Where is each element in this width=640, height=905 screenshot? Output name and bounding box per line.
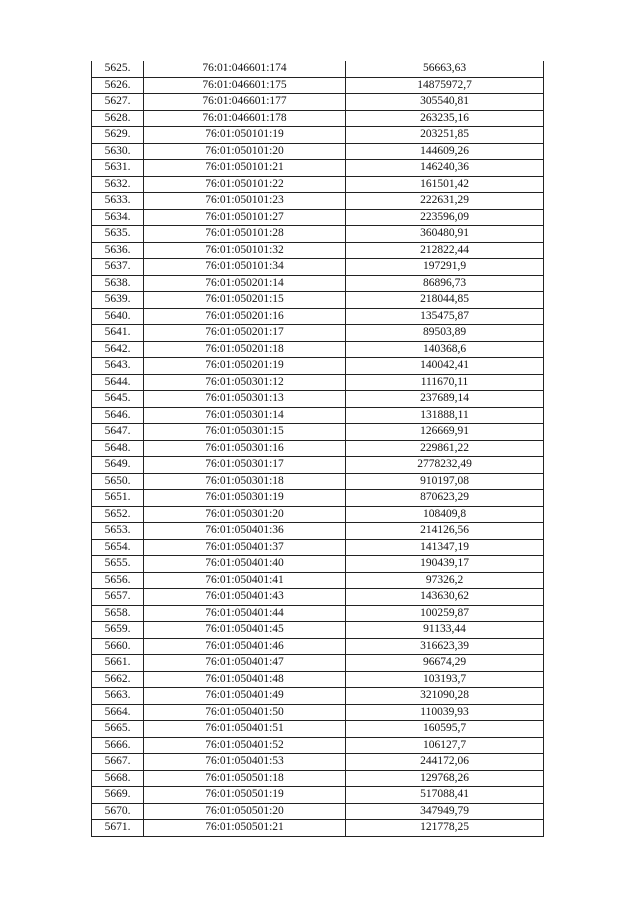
value-cell: 146240,36 (346, 160, 544, 177)
table-row (92, 160, 544, 177)
table-row (92, 539, 544, 556)
cadastral-number-cell: 76:01:050401:52 (144, 737, 346, 754)
value-cell: 103193,7 (346, 671, 544, 688)
cadastral-number-cell: 76:01:050401:46 (144, 638, 346, 655)
cadastral-number-cell: 76:01:050101:21 (144, 160, 346, 177)
value-cell: 161501,42 (346, 176, 544, 193)
cadastral-number-cell: 76:01:050101:22 (144, 176, 346, 193)
value-cell: 222631,29 (346, 193, 544, 210)
value-cell: 316623,39 (346, 638, 544, 655)
table-row (92, 523, 544, 540)
table-row (92, 506, 544, 523)
row-number-cell: 5654. (92, 539, 144, 556)
row-number-cell: 5666. (92, 737, 144, 754)
table-row (92, 308, 544, 325)
value-cell: 160595,7 (346, 721, 544, 738)
row-number-cell: 5636. (92, 242, 144, 259)
cadastral-number-cell: 76:01:050201:14 (144, 275, 346, 292)
table-row (92, 490, 544, 507)
value-cell: 2778232,49 (346, 457, 544, 474)
cadastral-number-cell: 76:01:050501:19 (144, 787, 346, 804)
row-number-cell: 5649. (92, 457, 144, 474)
row-number-cell: 5640. (92, 308, 144, 325)
cadastral-number-cell: 76:01:050401:43 (144, 589, 346, 606)
cadastral-number-cell: 76:01:050201:15 (144, 292, 346, 309)
cadastral-value-table (91, 61, 544, 837)
value-cell: 141347,19 (346, 539, 544, 556)
table-row (92, 275, 544, 292)
row-number-cell: 5656. (92, 572, 144, 589)
cadastral-number-cell: 76:01:050401:36 (144, 523, 346, 540)
value-cell: 212822,44 (346, 242, 544, 259)
cadastral-number-cell: 76:01:046601:178 (144, 110, 346, 127)
cadastral-number-cell: 76:01:050301:16 (144, 440, 346, 457)
cadastral-number-cell: 76:01:050101:32 (144, 242, 346, 259)
cadastral-number-cell: 76:01:050301:18 (144, 473, 346, 490)
table-row (92, 473, 544, 490)
value-cell: 143630,62 (346, 589, 544, 606)
cadastral-number-cell: 76:01:050301:15 (144, 424, 346, 441)
value-cell: 129768,26 (346, 770, 544, 787)
row-number-cell: 5667. (92, 754, 144, 771)
table-row (92, 754, 544, 771)
table-row (92, 176, 544, 193)
cadastral-number-cell: 76:01:050101:23 (144, 193, 346, 210)
value-cell: 517088,41 (346, 787, 544, 804)
table-row (92, 193, 544, 210)
row-number-cell: 5638. (92, 275, 144, 292)
row-number-cell: 5643. (92, 358, 144, 375)
table-row (92, 721, 544, 738)
value-cell: 140368,6 (346, 341, 544, 358)
row-number-cell: 5663. (92, 688, 144, 705)
cadastral-number-cell: 76:01:050401:48 (144, 671, 346, 688)
cadastral-number-cell: 76:01:050401:50 (144, 704, 346, 721)
row-number-cell: 5670. (92, 803, 144, 820)
table-row (92, 292, 544, 309)
table-row (92, 77, 544, 94)
table-row (92, 358, 544, 375)
cadastral-number-cell: 76:01:050401:41 (144, 572, 346, 589)
table-row (92, 820, 544, 837)
value-cell: 910197,08 (346, 473, 544, 490)
value-cell: 190439,17 (346, 556, 544, 573)
row-number-cell: 5634. (92, 209, 144, 226)
row-number-cell: 5648. (92, 440, 144, 457)
table-row (92, 407, 544, 424)
value-cell: 121778,25 (346, 820, 544, 837)
table-row (92, 457, 544, 474)
row-number-cell: 5644. (92, 374, 144, 391)
value-cell: 244172,06 (346, 754, 544, 771)
value-cell: 347949,79 (346, 803, 544, 820)
value-cell: 126669,91 (346, 424, 544, 441)
row-number-cell: 5627. (92, 94, 144, 111)
row-number-cell: 5630. (92, 143, 144, 160)
table-row (92, 655, 544, 672)
row-number-cell: 5642. (92, 341, 144, 358)
row-number-cell: 5659. (92, 622, 144, 639)
value-cell: 237689,14 (346, 391, 544, 408)
cadastral-number-cell: 76:01:050301:12 (144, 374, 346, 391)
row-number-cell: 5653. (92, 523, 144, 540)
table-row (92, 341, 544, 358)
row-number-cell: 5628. (92, 110, 144, 127)
cadastral-number-cell: 76:01:050401:49 (144, 688, 346, 705)
row-number-cell: 5637. (92, 259, 144, 276)
cadastral-number-cell: 76:01:050201:18 (144, 341, 346, 358)
cadastral-number-cell: 76:01:050501:18 (144, 770, 346, 787)
cadastral-number-cell: 76:01:050401:45 (144, 622, 346, 639)
value-cell: 56663,63 (346, 61, 544, 77)
row-number-cell: 5639. (92, 292, 144, 309)
table-row (92, 589, 544, 606)
row-number-cell: 5669. (92, 787, 144, 804)
cadastral-number-cell: 76:01:050501:20 (144, 803, 346, 820)
row-number-cell: 5635. (92, 226, 144, 243)
table-row (92, 671, 544, 688)
row-number-cell: 5629. (92, 127, 144, 144)
cadastral-number-cell: 76:01:050301:14 (144, 407, 346, 424)
table-body (92, 61, 544, 836)
value-cell: 321090,28 (346, 688, 544, 705)
table-row (92, 572, 544, 589)
value-cell: 97326,2 (346, 572, 544, 589)
value-cell: 91133,44 (346, 622, 544, 639)
table-row (92, 374, 544, 391)
row-number-cell: 5668. (92, 770, 144, 787)
table-row (92, 391, 544, 408)
row-number-cell: 5645. (92, 391, 144, 408)
document-page (91, 61, 543, 837)
table-row (92, 770, 544, 787)
row-number-cell: 5641. (92, 325, 144, 342)
table-row (92, 61, 544, 77)
cadastral-number-cell: 76:01:050301:17 (144, 457, 346, 474)
table-row (92, 242, 544, 259)
row-number-cell: 5633. (92, 193, 144, 210)
value-cell: 870623,29 (346, 490, 544, 507)
value-cell: 96674,29 (346, 655, 544, 672)
table-row (92, 259, 544, 276)
cadastral-number-cell: 76:01:050401:47 (144, 655, 346, 672)
table-row (92, 556, 544, 573)
cadastral-number-cell: 76:01:050101:34 (144, 259, 346, 276)
value-cell: 111670,11 (346, 374, 544, 391)
row-number-cell: 5665. (92, 721, 144, 738)
cadastral-number-cell: 76:01:050201:19 (144, 358, 346, 375)
cadastral-number-cell: 76:01:050501:21 (144, 820, 346, 837)
table-row (92, 787, 544, 804)
cadastral-number-cell: 76:01:050401:44 (144, 605, 346, 622)
row-number-cell: 5657. (92, 589, 144, 606)
table-row (92, 94, 544, 111)
cadastral-number-cell: 76:01:050101:27 (144, 209, 346, 226)
table-row (92, 803, 544, 820)
value-cell: 218044,85 (346, 292, 544, 309)
cadastral-number-cell: 76:01:050201:17 (144, 325, 346, 342)
row-number-cell: 5664. (92, 704, 144, 721)
value-cell: 106127,7 (346, 737, 544, 754)
value-cell: 108409,8 (346, 506, 544, 523)
table-row (92, 209, 544, 226)
value-cell: 86896,73 (346, 275, 544, 292)
row-number-cell: 5646. (92, 407, 144, 424)
row-number-cell: 5650. (92, 473, 144, 490)
cadastral-number-cell: 76:01:050301:20 (144, 506, 346, 523)
value-cell: 214126,56 (346, 523, 544, 540)
row-number-cell: 5658. (92, 605, 144, 622)
table-row (92, 127, 544, 144)
cadastral-number-cell: 76:01:050401:40 (144, 556, 346, 573)
table-row (92, 110, 544, 127)
value-cell: 140042,41 (346, 358, 544, 375)
value-cell: 203251,85 (346, 127, 544, 144)
cadastral-number-cell: 76:01:050401:37 (144, 539, 346, 556)
cadastral-number-cell: 76:01:046601:175 (144, 77, 346, 94)
row-number-cell: 5625. (92, 61, 144, 77)
value-cell: 263235,16 (346, 110, 544, 127)
row-number-cell: 5660. (92, 638, 144, 655)
table-row (92, 605, 544, 622)
table-row (92, 226, 544, 243)
value-cell: 135475,87 (346, 308, 544, 325)
row-number-cell: 5647. (92, 424, 144, 441)
row-number-cell: 5632. (92, 176, 144, 193)
value-cell: 229861,22 (346, 440, 544, 457)
cadastral-number-cell: 76:01:050301:13 (144, 391, 346, 408)
row-number-cell: 5671. (92, 820, 144, 837)
table-row (92, 622, 544, 639)
value-cell: 223596,09 (346, 209, 544, 226)
row-number-cell: 5655. (92, 556, 144, 573)
table-row (92, 737, 544, 754)
row-number-cell: 5662. (92, 671, 144, 688)
value-cell: 360480,91 (346, 226, 544, 243)
value-cell: 100259,87 (346, 605, 544, 622)
row-number-cell: 5651. (92, 490, 144, 507)
cadastral-number-cell: 76:01:050201:16 (144, 308, 346, 325)
value-cell: 305540,81 (346, 94, 544, 111)
cadastral-number-cell: 76:01:046601:174 (144, 61, 346, 77)
row-number-cell: 5626. (92, 77, 144, 94)
cadastral-number-cell: 76:01:050401:53 (144, 754, 346, 771)
table-row (92, 638, 544, 655)
table-row (92, 704, 544, 721)
row-number-cell: 5661. (92, 655, 144, 672)
value-cell: 144609,26 (346, 143, 544, 160)
row-number-cell: 5631. (92, 160, 144, 177)
table-row (92, 440, 544, 457)
table-row (92, 688, 544, 705)
table-row (92, 424, 544, 441)
value-cell: 197291,9 (346, 259, 544, 276)
table-row (92, 143, 544, 160)
cadastral-number-cell: 76:01:050101:19 (144, 127, 346, 144)
cadastral-number-cell: 76:01:050301:19 (144, 490, 346, 507)
value-cell: 131888,11 (346, 407, 544, 424)
value-cell: 14875972,7 (346, 77, 544, 94)
value-cell: 110039,93 (346, 704, 544, 721)
row-number-cell: 5652. (92, 506, 144, 523)
cadastral-number-cell: 76:01:046601:177 (144, 94, 346, 111)
value-cell: 89503,89 (346, 325, 544, 342)
cadastral-number-cell: 76:01:050101:28 (144, 226, 346, 243)
cadastral-number-cell: 76:01:050101:20 (144, 143, 346, 160)
table-row (92, 325, 544, 342)
cadastral-number-cell: 76:01:050401:51 (144, 721, 346, 738)
